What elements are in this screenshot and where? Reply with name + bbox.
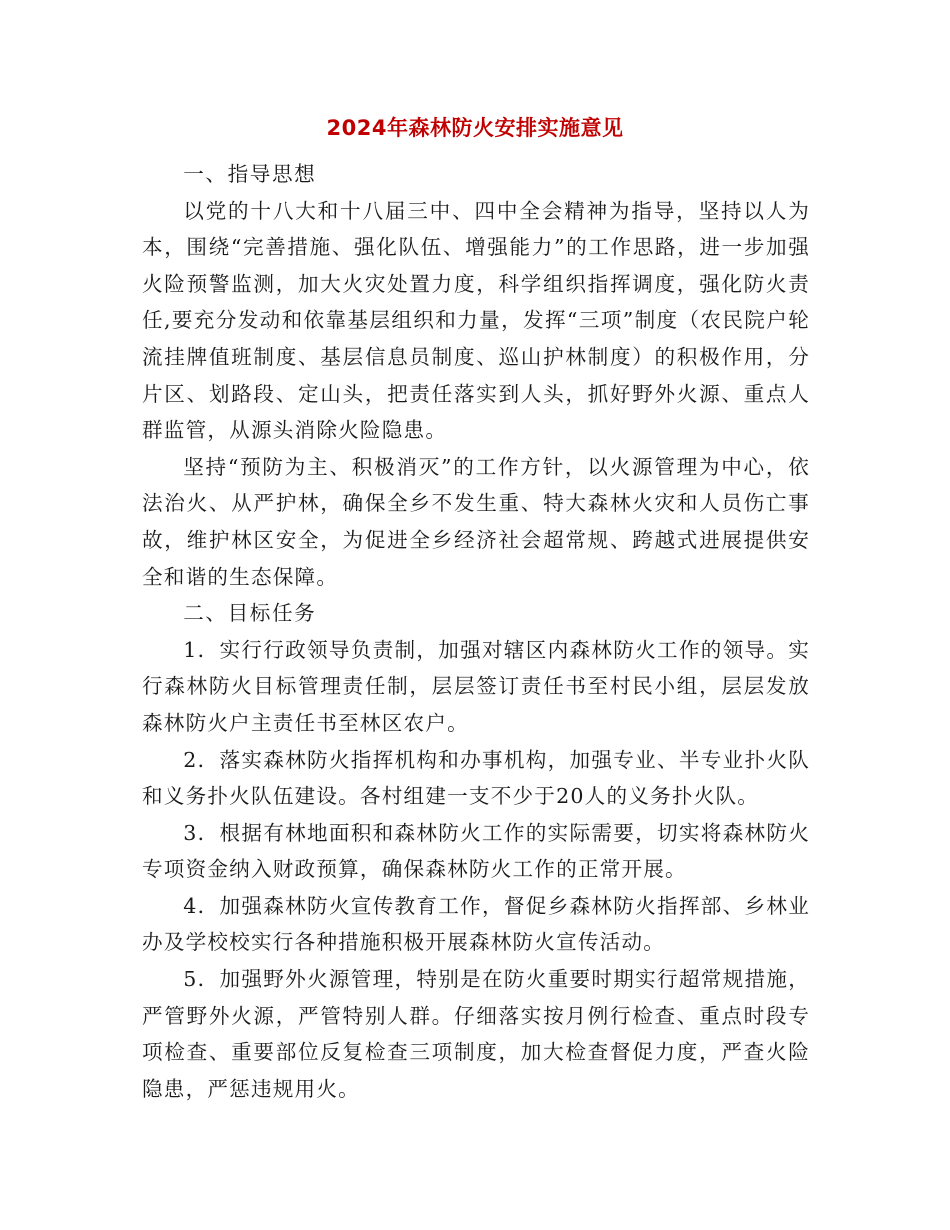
paragraph-task-2: 2．落实森林防火指挥机构和办事机构，加强专业、半专业扑火队和义务扑火队伍建设。各村组建一支不少于20人的义务扑火队。 [142,747,810,809]
paragraph-guiding-principle: 以党的十八大和十八届三中、四中全会精神为指导，坚持以人为本，围绕“完善措施、强化队伍、增强能力”的工作思路，进一步加强火险预警监测，加大火灾处置力度，科学组织指挥调度，强化防火责任,要充分发动和依靠基层组织和力量，发挥“三项”制度（农民院户轮流挂牌值班制度、基层信息员制度、巡山护林制度）的积极作用，分片区、划路段、定山头，把责任落实到人头，抓好野外火源、重点人群监管，从源头消除火险隐患。 [142,198,810,443]
paragraph-task-1: 1．实行行政领导负责制，加强对辖区内森林防火工作的领导。实行森林防火目标管理责任制，层层签订责任书至村民小组，层层发放森林防火户主责任书至林区农户。 [142,637,810,735]
paragraph-work-policy: 坚持“预防为主、积极消灭”的工作方针，以火源管理为中心，依法治火、从严护林，确保全乡不发生重、特大森林火灾和人员伤亡事故，维护林区安全，为促进全乡经济社会超常规、跨越式进展提供安全和谐的生态保障。 [142,454,810,589]
document-body [142,156,810,1107]
paragraph-task-4: 4．加强森林防火宣传教育工作，督促乡森林防火指挥部、乡林业办及学校校实行各种措施积极开展森林防火宣传活动。 [142,893,810,955]
paragraph-task-3: 3．根据有林地面积和森林防火工作的实际需要，切实将森林防火专项资金纳入财政预算，确保森林防火工作的正常开展。 [142,820,810,882]
section-heading-objectives: 二、目标任务 [183,601,317,626]
section-heading-guiding-ideology: 一、指导思想 [183,162,317,186]
document-title: 2024年森林防火安排实施意见 [326,116,624,140]
paragraph-task-5: 5．加强野外火源管理，特别是在防火重要时期实行超常规措施，严管野外火源，严管特别人群。仔细落实按月例行检查、重点时段专项检查、重要部位反复检查三项制度，加大检查督促力度，严查火险隐患，严惩违规用火。 [142,967,810,1101]
